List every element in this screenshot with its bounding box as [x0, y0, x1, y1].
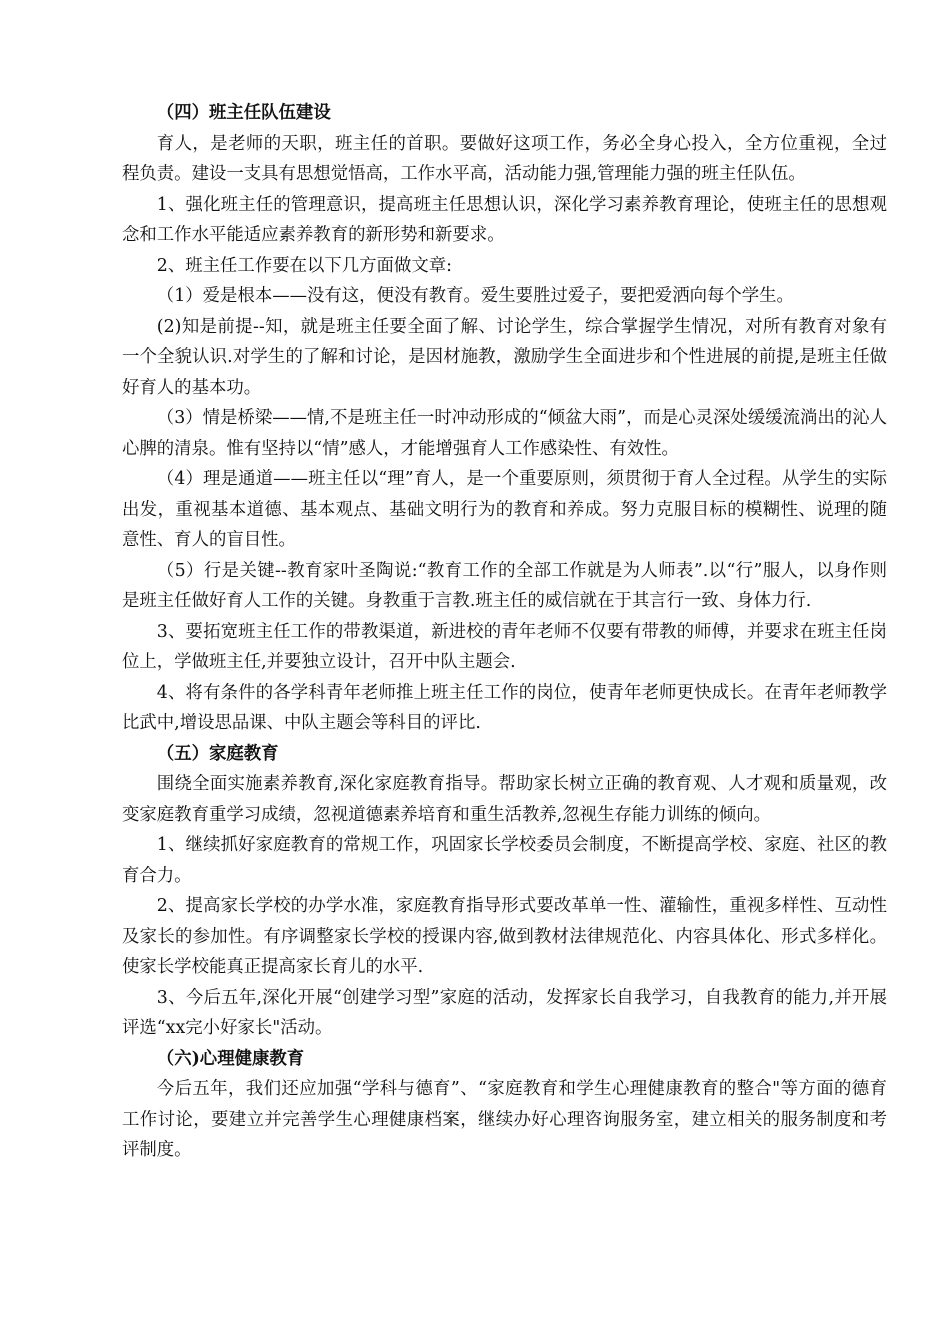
paragraph: 2、班主任工作要在以下几方面做文章: [156, 255, 452, 276]
paragraph: 3、要拓宽班主任工作的带教渠道，新进校的青年老师不仅要有带教的师傅，并要求在班主任岗位上，学做班主任,并要独立设计，召开中队主题会. [122, 621, 887, 672]
paragraph: 1、继续抓好家庭教育的常规工作，巩固家长学校委员会制度，不断提高学校、家庭、社区的教育合力。 [122, 835, 887, 886]
paragraph: 育人，是老师的天职，班主任的首职。要做好这项工作，务必全身心投入，全方位重视，全过程负责。建设一支具有思想觉悟高，工作水平高，活动能力强,管理能力强的班主任队伍。 [122, 133, 887, 184]
paragraph: （5）行是关键--教育家叶圣陶说:“教育工作的全部工作就是为人师表”.以“行”服人，以身作则是班主任做好育人工作的关键。身教重于言教.班主任的威信就在于其言行一致、身体力行. [122, 560, 887, 611]
paragraph: 1、强化班主任的管理意识，提高班主任思想认识，深化学习素养教育理论，使班主任的思想观念和工作水平能适应素养教育的新形势和新要求。 [122, 194, 887, 245]
paragraph: （1）爱是根本——没有这，便没有教育。爱生要胜过爱子，要把爱洒向每个学生。 [156, 286, 794, 306]
section-heading-5: （五）家庭教育 [156, 743, 279, 764]
paragraph: (2)知是前提--知，就是班主任要全面了解、讨论学生，综合掌握学生情况，对所有教育对象有一个全貌认识.对学生的了解和讨论，是因材施教，激励学生全面进步和个性进展的前提,是班主任做好育人的基本功。 [122, 316, 887, 398]
section-heading-6: （六)心理健康教育 [156, 1048, 305, 1069]
paragraph: 4、将有条件的各学科青年老师推上班主任工作的岗位，使青年老师更快成长。在青年老师教学比武中,增设思品课、中队主题会等科目的评比. [122, 682, 887, 733]
paragraph: 2、提高家长学校的办学水准，家庭教育指导形式要改革单一性、灌输性，重视多样性、互动性及家长的参加性。有序调整家长学校的授课内容,做到教材法律规范化、内容具体化、形式多样化。使家长学校能真正提高家长育儿的水平. [122, 896, 887, 977]
paragraph: （4）理是通道——班主任以“理”育人，是一个重要原则，须贯彻于育人全过程。从学生的实际出发，重视基本道德、基本观点、基础文明行为的教育和养成。努力克服目标的模糊性、说理的随意性、育人的盲目性。 [122, 469, 887, 550]
section-heading-4: （四）班主任队伍建设 [156, 103, 331, 123]
document-body [122, 98, 887, 1166]
paragraph: 3、今后五年,深化开展“创建学习型”家庭的活动，发挥家长自我学习，自我教育的能力,并开展评选“xx完小好家长"活动。 [122, 987, 887, 1038]
paragraph: 今后五年，我们还应加强“学科与德育”、“家庭教育和学生心理健康教育的整合"等方面的德育工作讨论，要建立并完善学生心理健康档案，继续办好心理咨询服务室，建立相关的服务制度和考评制度。 [122, 1079, 887, 1160]
paragraph: （3）情是桥梁——情,不是班主任一时冲动形成的“倾盆大雨”，而是心灵深处缓缓流淌出的沁人心脾的清泉。惟有坚持以“情”感人，才能增强育人工作感染性、有效性。 [122, 408, 887, 459]
paragraph: 围绕全面实施素养教育,深化家庭教育指导。帮助家长树立正确的教育观、人才观和质量观，改变家庭教育重学习成绩，忽视道德素养培育和重生活教养,忽视生存能力训练的倾向。 [122, 774, 887, 825]
